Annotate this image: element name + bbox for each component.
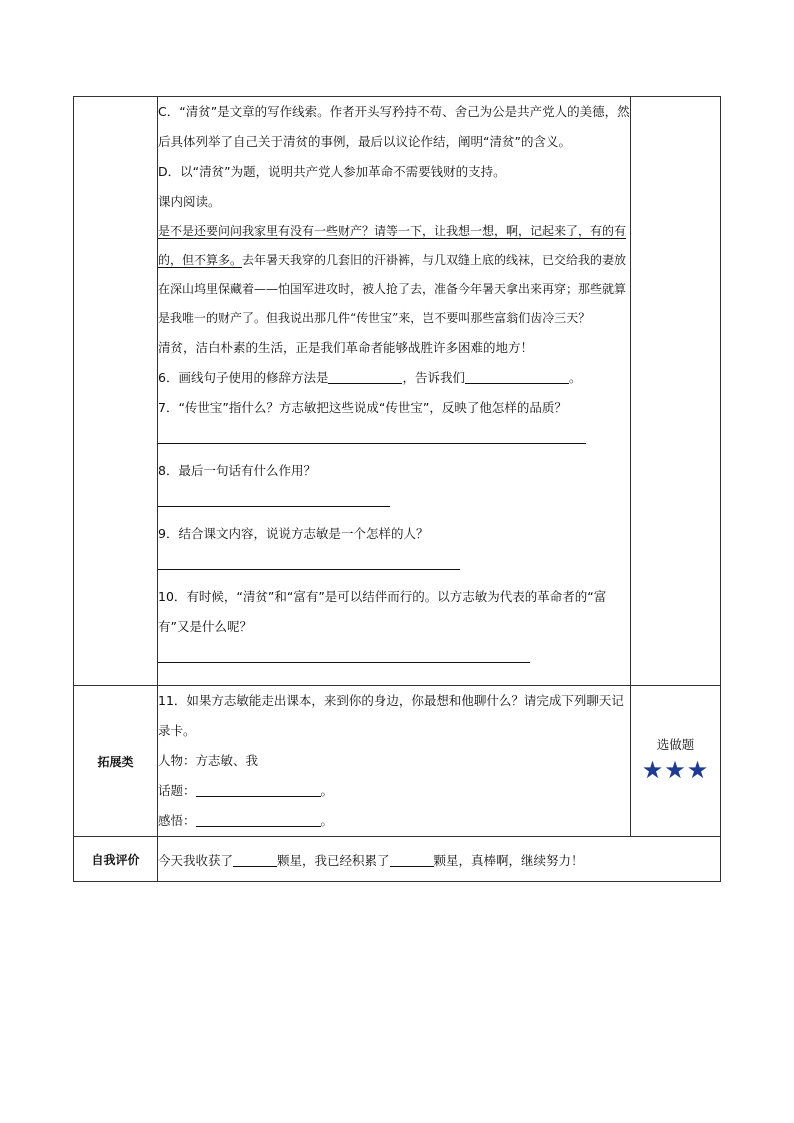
extension-content-cell [158,686,631,837]
option-c: C．“清贫”是文章的写作线索。作者开头写矜持不苟、舍己为公是共产党人的美德，然后具体列举了自己关于清贫的事例，最后以议论作结，阐明“清贫”的含义。 [158,104,630,149]
star-icon: ★★★ [641,756,710,784]
topic-blank[interactable] [196,780,321,797]
reading-label-cell [74,97,158,686]
worksheet-table [73,96,721,882]
question-8: 8．最后一句话有什么作用？ [158,463,316,478]
optional-cell [631,686,721,837]
reading-side-cell [631,97,721,686]
question-9: 9．结合课文内容，说说方志敏是一个怎样的人？ [158,526,429,541]
reading-content-cell [158,97,631,686]
extension-label: 拓展类 [74,686,158,837]
insight-blank[interactable] [196,810,321,827]
self-eval-row [74,837,721,882]
optional-label: 选做题 [656,737,695,752]
q6-blank-2[interactable] [465,367,569,384]
reading-row [74,97,721,686]
question-11: 11．如果方志敏能走出课本，来到你的身边，你最想和他聊什么？请完成下列聊天记录卡。 [158,693,624,738]
reading-title: 课内阅读。 [158,194,221,209]
reading-passage [158,217,630,333]
closing-sentence: 清贫，洁白朴素的生活，正是我们革命者能够战胜许多困难的地方！ [158,340,534,355]
q7-answer-line[interactable] [158,423,586,444]
chat-insight: 感悟： 。 [158,806,630,836]
stars-earned-blank[interactable] [233,850,277,867]
q8-answer-line[interactable] [158,486,390,507]
chat-topic: 话题： 。 [158,776,630,806]
stars-total-blank[interactable] [390,850,434,867]
self-eval-content: 今天我收获了 颗星，我已经积累了 颗星，真棒啊，继续努力！ [158,837,721,882]
q6-blank-1[interactable] [328,367,402,384]
question-10: 10．有时候，“清贫”和“富有”是可以结伴而行的。以方志敏为代表的革命者的“富有”又是什么呢？ [158,589,607,634]
question-7: 7．“传世宝”指什么？方志敏把这些说成“传世宝”，反映了他怎样的品质？ [158,400,567,415]
q10-answer-line[interactable] [158,642,530,663]
extension-row [74,686,721,837]
underlined-sentence: 是不是还要问问我家里有没有一些财产？请等一下，让我想一想，啊，记起来了，有的有的，但不算多。 [158,224,627,267]
chat-people: 人物：方志敏、我 [158,753,259,768]
passage-rest: 去年暑天我穿的几套旧的汗褂裤，与几双缝上底的线袜，已交给我的妻放在深山坞里保藏着——怕国军进攻时，被人抢了去，准备今年暑天拿出来再穿；那些就算是我唯一的财产了。但我说出那几件“传世宝”来，岂不要叫那些富翁们齿冷三天？ [158,253,627,325]
q9-answer-line[interactable] [158,549,460,570]
question-6: 6．画线句子使用的修辞方法是 ，告诉我们 。 [158,363,630,393]
self-eval-label: 自我评价 [74,837,158,882]
option-d: D．以“清贫”为题，说明共产党人参加革命不需要钱财的支持。 [158,164,506,179]
